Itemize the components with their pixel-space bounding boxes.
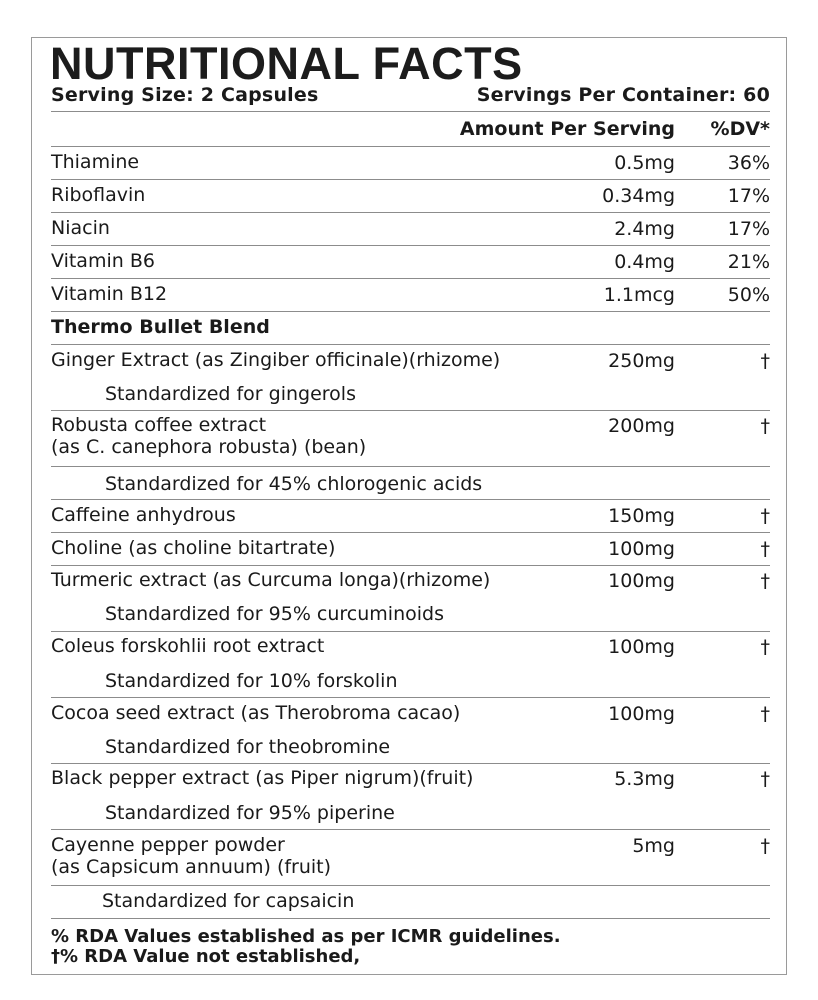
nutrient-name: Riboflavin	[51, 184, 146, 206]
ingredient-dv: †	[760, 505, 770, 527]
ingredient-dv: †	[760, 835, 770, 857]
ingredient-name: Coleus forskohlii root extract	[51, 635, 325, 657]
divider	[51, 245, 770, 246]
ingredient-name: Caffeine anhydrous	[51, 504, 236, 526]
nutrient-dv: 50%	[727, 284, 770, 306]
ingredient-amount: 150mg	[608, 505, 675, 527]
nutrient-dv: 17%	[727, 185, 770, 207]
divider	[51, 466, 770, 467]
nutrient-name: Vitamin B6	[51, 250, 155, 272]
nutrient-amount: 0.5mg	[614, 152, 675, 174]
ingredient-name: Cayenne pepper powder	[51, 834, 285, 856]
ingredient-dv: †	[760, 703, 770, 725]
divider	[51, 829, 770, 830]
divider	[51, 311, 770, 312]
ingredient-amount: 200mg	[608, 415, 675, 437]
divider	[51, 179, 770, 180]
ingredient-dv: †	[760, 538, 770, 560]
ingredient-dv: †	[760, 570, 770, 592]
ingredient-name-detail: (as Capsicum annuum) (fruit)	[51, 856, 332, 878]
nutrient-amount: 1.1mcg	[603, 284, 675, 306]
ingredient-name: Ginger Extract (as Zingiber officinale)(rhizome)	[51, 349, 501, 371]
nutrition-facts-panel	[31, 37, 787, 975]
divider	[51, 697, 770, 698]
divider	[51, 212, 770, 213]
nutrient-name: Vitamin B12	[51, 283, 168, 305]
ingredient-standardization: Standardized for 95% piperine	[105, 802, 395, 824]
divider	[51, 410, 770, 411]
divider	[51, 111, 770, 112]
ingredient-dv: †	[760, 415, 770, 437]
ingredient-amount: 5.3mg	[614, 768, 675, 790]
ingredient-standardization: Standardized for 95% curcuminoids	[105, 603, 444, 625]
divider	[51, 499, 770, 500]
divider	[51, 631, 770, 632]
footnote-dagger: †% RDA Value not established,	[51, 946, 361, 967]
ingredient-standardization: Standardized for 10% forskolin	[105, 670, 398, 692]
divider	[51, 344, 770, 345]
divider	[51, 763, 770, 764]
ingredient-name: Robusta coffee extract	[51, 414, 267, 436]
divider	[51, 278, 770, 279]
ingredient-amount: 100mg	[608, 570, 675, 592]
nutrient-dv: 17%	[727, 218, 770, 240]
dv-header: %DV*	[710, 118, 770, 140]
ingredient-amount: 5mg	[632, 835, 675, 857]
nutrient-name: Thiamine	[51, 151, 140, 173]
serving-size: Serving Size: 2 Capsules	[51, 84, 319, 106]
nutrient-name: Niacin	[51, 217, 110, 239]
ingredient-standardization: Standardized for theobromine	[105, 736, 391, 758]
ingredient-dv: †	[760, 768, 770, 790]
ingredient-dv: †	[760, 636, 770, 658]
divider	[51, 918, 770, 919]
ingredient-standardization: Standardized for 45% chlorogenic acids	[105, 473, 483, 495]
nutrient-amount: 0.4mg	[614, 251, 675, 273]
ingredient-amount: 250mg	[608, 350, 675, 372]
ingredient-name: Black pepper extract (as Piper nigrum)(fruit)	[51, 767, 474, 789]
divider	[51, 146, 770, 147]
nutrient-amount: 0.34mg	[602, 185, 675, 207]
ingredient-amount: 100mg	[608, 538, 675, 560]
ingredient-amount: 100mg	[608, 703, 675, 725]
blend-title: Thermo Bullet Blend	[51, 316, 270, 338]
divider	[51, 565, 770, 566]
divider	[51, 532, 770, 533]
ingredient-dv: †	[760, 350, 770, 372]
amount-per-serving-header: Amount Per Serving	[459, 118, 675, 140]
divider	[51, 885, 770, 886]
servings-per-container: Servings Per Container: 60	[476, 84, 770, 106]
nutrient-dv: 36%	[727, 152, 770, 174]
nutrient-amount: 2.4mg	[614, 218, 675, 240]
ingredient-name-detail: (as C. canephora robusta) (bean)	[51, 436, 367, 458]
panel-title: NUTRITIONAL FACTS	[50, 38, 523, 89]
ingredient-standardization: Standardized for gingerols	[105, 383, 356, 405]
nutrient-dv: 21%	[727, 251, 770, 273]
footnote-rda: % RDA Values established as per ICMR guidelines.	[51, 926, 561, 947]
ingredient-amount: 100mg	[608, 636, 675, 658]
ingredient-name: Cocoa seed extract (as Therobroma cacao)	[51, 702, 461, 724]
ingredient-name: Choline (as choline bitartrate)	[51, 537, 336, 559]
ingredient-standardization: Standardized for capsaicin	[102, 890, 355, 912]
ingredient-name: Turmeric extract (as Curcuma longa)(rhizome)	[51, 569, 491, 591]
